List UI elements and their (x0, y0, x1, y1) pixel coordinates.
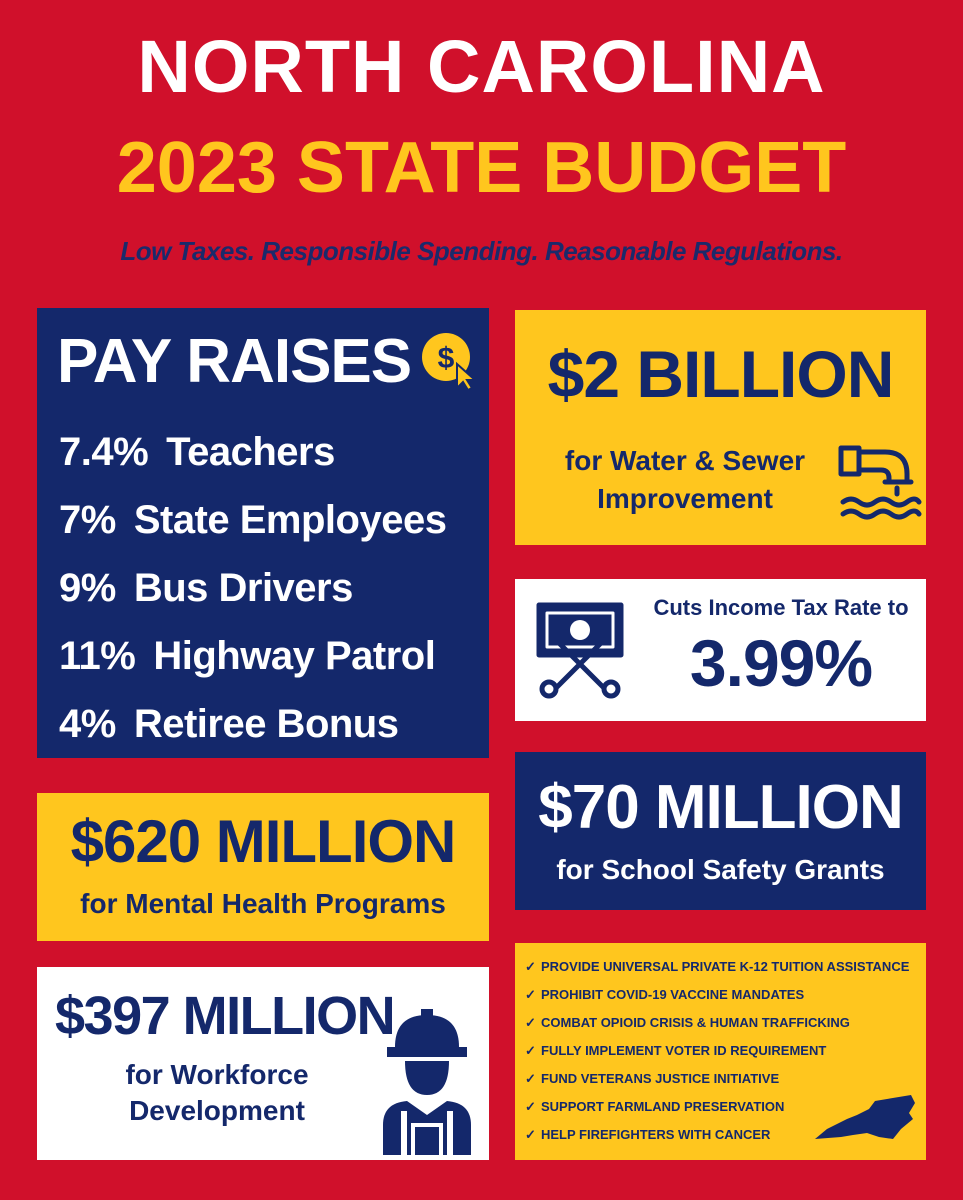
water-pipe-icon (837, 438, 923, 524)
workforce-desc-line-2: Development (129, 1095, 305, 1126)
svg-text:$: $ (437, 342, 455, 375)
initiative-text: HELP FIREFIGHTERS WITH CANCER (541, 1127, 771, 1142)
raise-label: Highway Patrol (153, 634, 436, 678)
workforce-panel (37, 967, 489, 1160)
water-amount: $2 BILLION (547, 337, 894, 411)
school-safety-panel (515, 752, 926, 910)
initiatives-checklist-panel (515, 943, 926, 1160)
raise-label: Bus Drivers (133, 566, 353, 610)
check-icon: ✓ (525, 1071, 536, 1086)
check-icon: ✓ (525, 987, 536, 1002)
mental-health-description: for Mental Health Programs (80, 888, 446, 919)
check-icon: ✓ (525, 1043, 536, 1058)
water-desc-line-2: Improvement (597, 483, 773, 514)
water-sewer-panel (515, 310, 926, 545)
list-item (59, 418, 446, 486)
pay-raises-title: PAY RAISES (57, 327, 412, 396)
raise-percent: 9% (59, 566, 116, 610)
raise-label: Retiree Bonus (133, 702, 399, 746)
workforce-desc-line-1: for Workforce (125, 1059, 309, 1090)
title-line-1: NORTH CAROLINA (137, 25, 826, 108)
tagline: Low Taxes. Responsible Spending. Reasonable Regulations. (120, 236, 843, 266)
raise-label: State Employees (133, 498, 447, 542)
check-icon: ✓ (525, 959, 536, 974)
school-safety-amount: $70 MILLION (538, 773, 903, 842)
list-item (59, 690, 446, 758)
raise-percent: 11% (59, 634, 136, 678)
check-icon: ✓ (525, 1015, 536, 1030)
raise-percent: 7.4% (59, 430, 149, 474)
north-carolina-map-icon (813, 1093, 917, 1143)
water-desc-line-1: for Water & Sewer (564, 445, 806, 476)
mental-health-amount: $620 MILLION (70, 808, 456, 875)
raise-label: Teachers (166, 430, 335, 474)
initiative-text: PROVIDE UNIVERSAL PRIVATE K-12 TUITION ASSISTANCE (541, 959, 910, 974)
pay-raises-panel (37, 308, 489, 758)
tax-label: Cuts Income Tax Rate to (653, 595, 909, 620)
list-item (525, 1065, 909, 1093)
raise-percent: 7% (59, 498, 116, 542)
list-item (59, 486, 446, 554)
school-safety-description: for School Safety Grants (556, 854, 885, 885)
tax-rate: 3.99% (689, 626, 873, 700)
initiative-text: FULLY IMPLEMENT VOTER ID REQUIREMENT (541, 1043, 827, 1058)
list-item (525, 981, 909, 1009)
initiative-text: SUPPORT FARMLAND PRESERVATION (541, 1099, 785, 1114)
list-item (525, 1009, 909, 1037)
mental-health-panel (37, 793, 489, 941)
list-item (59, 554, 446, 622)
initiative-text: COMBAT OPIOID CRISIS & HUMAN TRAFFICKING (541, 1015, 850, 1030)
money-scissors-icon (535, 599, 625, 699)
construction-worker-icon (377, 1007, 477, 1155)
check-icon: ✓ (525, 1127, 536, 1142)
list-item (59, 622, 446, 690)
check-icon: ✓ (525, 1099, 536, 1114)
initiative-text: FUND VETERANS JUSTICE INITIATIVE (541, 1071, 780, 1086)
list-item (525, 953, 909, 981)
income-tax-panel (515, 579, 926, 721)
list-item (525, 1037, 909, 1065)
raise-percent: 4% (59, 702, 116, 746)
title-line-2: 2023 STATE BUDGET (116, 128, 847, 208)
workforce-amount: $397 MILLION (55, 986, 395, 1046)
water-description (535, 442, 835, 518)
dollar-cursor-icon (419, 330, 479, 390)
initiative-text: PROHIBIT COVID-19 VACCINE MANDATES (541, 987, 805, 1002)
pay-raises-list (59, 418, 446, 758)
workforce-description (67, 1057, 367, 1129)
